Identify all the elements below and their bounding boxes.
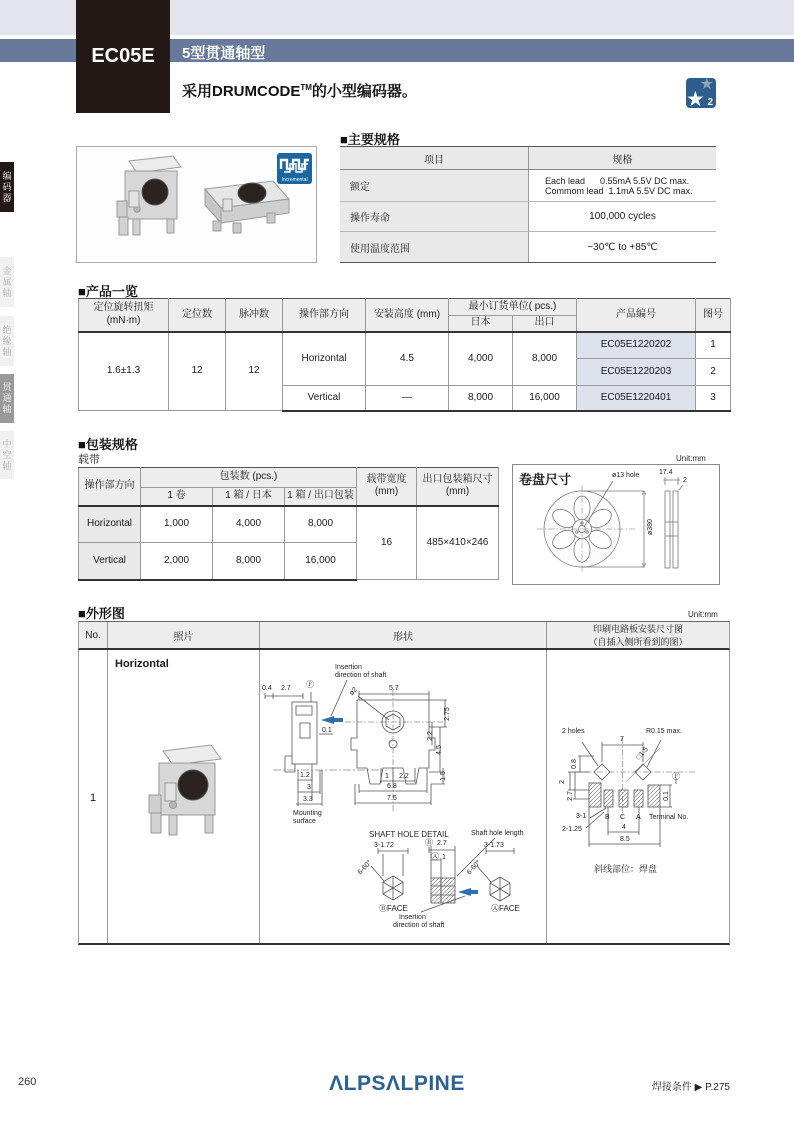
part-number: EC05E1220203 — [577, 359, 696, 386]
fig-number: 2 — [696, 359, 731, 386]
outline-row — [78, 650, 730, 945]
qty-export-horizontal: 8,000 — [285, 506, 357, 543]
fig-number: 3 — [696, 386, 731, 411]
datum-mark: Ⓑ — [425, 838, 433, 847]
product-subtitle — [182, 80, 417, 101]
direction-vertical: Vertical — [283, 386, 366, 411]
star-icon: ★ — [686, 88, 705, 111]
dim-label: 0.4 — [262, 685, 272, 692]
packaging-subtitle: 载带 — [78, 454, 100, 466]
terminal-label: A — [636, 814, 641, 821]
col-box-japan: 1 箱 / 日本 — [213, 488, 285, 506]
face-label: ⒶFACE — [491, 904, 520, 913]
dim-label: direction of shaft — [335, 672, 387, 679]
col-box-export: 1 箱 / 出口包装 — [285, 488, 357, 506]
qty-japan-horizontal: 4,000 — [213, 506, 285, 543]
incremental-icon — [277, 153, 312, 184]
col-export: 出口 — [513, 316, 577, 332]
dim-label: □1.5 — [635, 746, 650, 762]
height-vertical: — — [366, 386, 449, 411]
spec-item-rating: 额定 — [340, 170, 528, 201]
squarewave-icon — [277, 153, 312, 175]
shape-drawing — [259, 650, 546, 945]
moq-japan-horizontal: 4,000 — [449, 332, 513, 386]
table-row — [79, 332, 731, 359]
col-moq: 最小订货单位( pcs.) — [449, 299, 577, 316]
dim-label: Insertion — [335, 664, 362, 671]
dim-label: 1 — [385, 773, 389, 780]
dim-label: 2.2 — [399, 773, 409, 780]
detail-title: SHAFT HOLE DETAIL — [369, 830, 449, 839]
rating-line-1: Each lead 0.55mA 5.5V DC max. — [545, 175, 690, 186]
company-logo: ΛLPSΛLPINE — [329, 1072, 465, 1095]
col-photo: 照片 — [107, 622, 259, 648]
datum-mark: Ⓕ — [672, 772, 680, 781]
sidebar-tab-hollow-shaft: 中空轴 — [0, 431, 14, 479]
col-partno: 产品编号 — [577, 299, 696, 332]
dim-label: 2.7 — [566, 791, 574, 801]
torque-value: 1.6±1.3 — [79, 332, 169, 411]
rating-line-2: Commom lead 1.1mA 5.5V DC max. — [545, 185, 693, 196]
dim-label: 8.5 — [620, 836, 630, 843]
dim-label: R0.15 max. — [646, 728, 682, 735]
fig-number: 1 — [696, 332, 731, 359]
face-label: ⒷFACE — [379, 904, 408, 913]
height-horizontal: 4.5 — [366, 332, 449, 386]
moq-japan-vertical: 8,000 — [449, 386, 513, 411]
dim-label: 2.2 — [426, 731, 434, 741]
outline-table — [78, 621, 730, 945]
dim-label: 3 — [307, 784, 311, 791]
box-size-value: 485×410×246 — [417, 506, 499, 580]
terminal-label: B — [605, 814, 610, 821]
dim-label: 0.1 — [322, 727, 332, 734]
dim-label: 2.7 — [437, 840, 447, 847]
moq-export-vertical: 16,000 — [513, 386, 577, 411]
star-rating-badge — [686, 76, 716, 111]
pcb-drawing — [546, 650, 731, 945]
row-vertical: Vertical — [79, 543, 141, 580]
dim-label: 3.3 — [303, 796, 313, 803]
dim-label: 2-1.25 — [562, 826, 582, 833]
dim-label: 3-1.73 — [484, 842, 504, 849]
col-height: 安装高度 (mm) — [366, 299, 449, 332]
dim-label: ø380 — [646, 519, 654, 536]
dim-label: 2.75 — [443, 707, 451, 721]
section-title-packaging: ■包装规格 — [78, 437, 138, 452]
dim-label: 4 — [622, 824, 626, 831]
col-box-size: 出口包装箱尺寸 (mm) — [417, 468, 499, 506]
dim-label: 6.8 — [387, 783, 397, 790]
outline-photo-illustration — [137, 735, 241, 855]
terminal-label: Terminal No. — [649, 814, 689, 821]
part-number: EC05E1220202 — [577, 332, 696, 359]
sidebar-tab-metal-shaft: 金属轴 — [0, 257, 14, 307]
table-row — [79, 506, 499, 543]
moq-export-horizontal: 8,000 — [513, 332, 577, 386]
direction-horizontal: Horizontal — [283, 332, 366, 386]
spec-value-temp: −30℃ to +85℃ — [528, 232, 716, 262]
unit-label: Unit:mm — [688, 610, 718, 619]
dim-label: 1.2 — [300, 772, 310, 779]
col-pcb: 印刷电路板安装尺寸图 （自插入侧所看到的图） — [546, 622, 729, 648]
qty-reel-horizontal: 1,000 — [141, 506, 213, 543]
dim-label: 0.1 — [662, 791, 670, 801]
packaging-table — [78, 467, 499, 581]
col-tape-width: 载带宽度 (mm) — [357, 468, 417, 506]
section-title-products: ■产品一览 — [78, 284, 138, 299]
section-title-main-specs: ■主要规格 — [340, 132, 400, 147]
col-direction: 操作部方向 — [79, 468, 141, 506]
pulse-value: 12 — [226, 332, 283, 411]
qty-reel-vertical: 2,000 — [141, 543, 213, 580]
note-label: Mounting — [293, 810, 322, 817]
col-shape: 形状 — [259, 622, 546, 648]
dim-label: 1.5 — [439, 771, 447, 781]
dim-label: 4.5 — [435, 745, 443, 755]
spec-item-life: 操作寿命 — [340, 202, 528, 231]
note-label: direction of shaft — [393, 922, 445, 929]
dim-label: ø2 — [348, 686, 360, 698]
col-no: No. — [85, 629, 101, 641]
note-label: 斜线部位：焊盘 — [594, 864, 658, 874]
reel-diagram — [513, 465, 719, 584]
reel-title: 卷盘尺寸 — [519, 472, 572, 487]
dim-label: ø13 hole — [612, 472, 640, 479]
products-table — [78, 298, 731, 412]
subtitle-text: 采用DRUMCODE — [182, 83, 301, 100]
subtitle-trademark: TM — [300, 83, 312, 92]
spec-value-rating — [528, 170, 716, 201]
incremental-label: Incremental — [281, 177, 308, 183]
terminal-label: C — [620, 814, 626, 821]
row-number: 1 — [89, 791, 97, 804]
specs-col-item: 项目 — [340, 147, 528, 169]
qty-japan-vertical: 8,000 — [213, 543, 285, 580]
dim-label: 3-1 — [576, 813, 587, 820]
reel-dimensions-box — [512, 464, 720, 585]
outline-header — [78, 621, 730, 650]
star-count: 2 — [707, 97, 713, 108]
note-label: 2 holes — [562, 728, 585, 735]
col-detent: 定位数 — [169, 299, 226, 332]
col-japan: 日本 — [449, 316, 513, 332]
dim-label: 6-60° — [356, 859, 374, 877]
sidebar-tab-through-shaft: 贯通轴 — [0, 374, 14, 423]
series-title: 5型贯通轴型 — [182, 45, 266, 62]
col-torque: 定位旋转扭矩 (mN·m) — [79, 299, 169, 332]
subtitle-tail: 的小型编码器。 — [311, 83, 417, 100]
col-fig: 图号 — [696, 299, 731, 332]
col-reel: 1 卷 — [141, 488, 213, 506]
dim-label: 17.4 — [659, 469, 673, 476]
specs-col-spec: 规格 — [528, 147, 716, 169]
dim-label: 1 — [442, 854, 446, 861]
product-photo-box — [76, 146, 317, 263]
dim-label: 6-60° — [465, 859, 483, 877]
row-horizontal: Horizontal — [79, 506, 141, 543]
soldering-conditions-link: 焊接条件 ▶ P.275 — [651, 1082, 730, 1093]
star-icon: ★ — [699, 76, 714, 93]
detent-value: 12 — [169, 332, 226, 411]
col-pulse: 脉冲数 — [226, 299, 283, 332]
note-label: Insertion — [399, 914, 426, 921]
col-qty: 包装数 (pcs.) — [141, 468, 357, 488]
model-number-box — [76, 0, 170, 113]
section-title-outline: ■外形图 — [78, 606, 125, 621]
datum-mark: Ⓕ — [306, 680, 314, 689]
dim-label: 2.7 — [281, 685, 291, 692]
dim-label: 7 — [620, 736, 624, 743]
sidebar-tab-encoder: 编码器 — [0, 162, 14, 212]
spec-value-life: 100,000 cycles — [528, 202, 716, 231]
dim-label: 2 — [683, 477, 687, 484]
dim-label: 0.8 — [570, 759, 578, 769]
dim-label: 7.5 — [387, 795, 397, 802]
part-number: EC05E1220401 — [577, 386, 696, 411]
model-number: EC05E — [91, 45, 155, 67]
main-specs-table — [340, 146, 716, 263]
note-label: Shaft hole length — [471, 830, 524, 837]
col-direction: 操作部方向 — [283, 299, 366, 332]
sidebar-tab-insulated-shaft: 绝缘轴 — [0, 316, 14, 366]
dim-label: 3-1.72 — [374, 842, 394, 849]
note-label: surface — [293, 818, 316, 825]
dim-label: 2 — [558, 780, 566, 784]
datum-mark: Ⓐ — [431, 852, 439, 861]
spec-item-temp: 使用温度范围 — [340, 232, 528, 262]
page-number: 260 — [18, 1076, 37, 1088]
qty-export-vertical: 16,000 — [285, 543, 357, 580]
unit-label: Unit:mm — [676, 454, 706, 463]
tape-width-value: 16 — [357, 506, 417, 580]
dim-label: 5.7 — [389, 685, 399, 692]
orientation-label: Horizontal — [115, 658, 169, 670]
